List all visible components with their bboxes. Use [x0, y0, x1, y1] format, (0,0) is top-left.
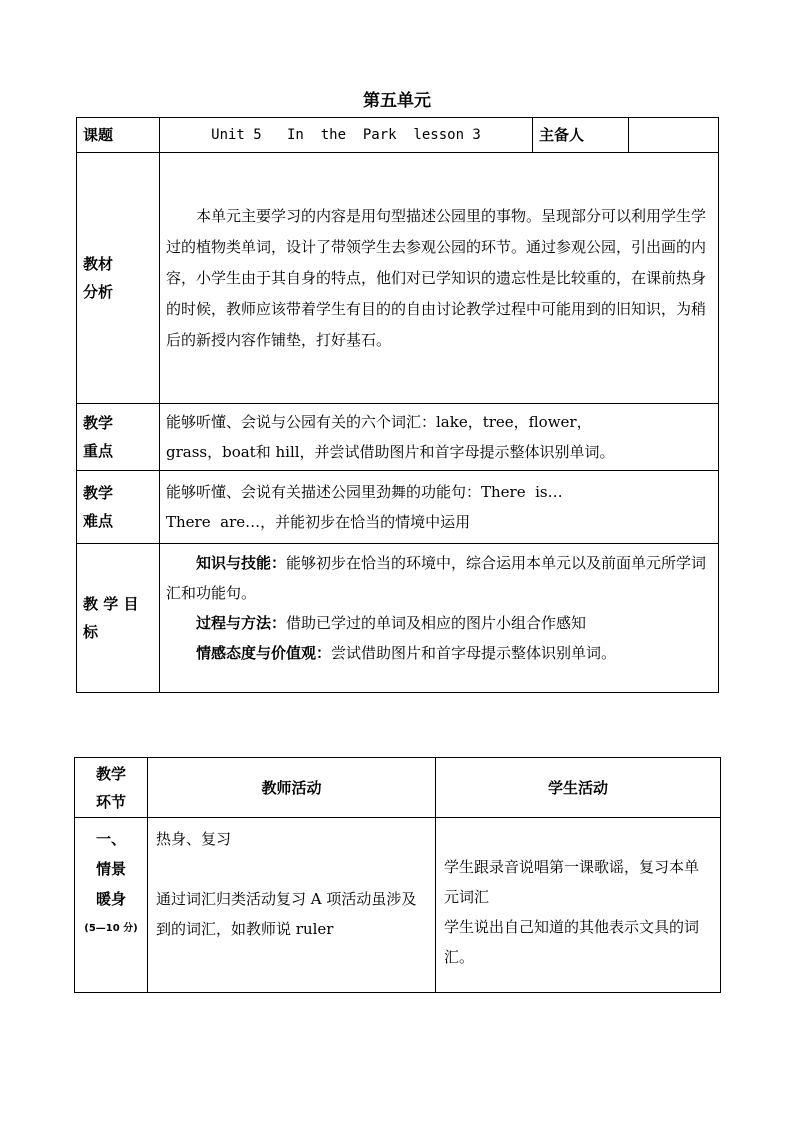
stage-line-2: 情景 — [95, 860, 126, 878]
goals-label-line-2: 标 — [83, 623, 99, 641]
key-line-1: 能够听懂、会说与公园有关的六个词汇：lake，tree，flower， — [166, 413, 592, 431]
analysis-text: 本单元主要学习的内容是用句型描述公园里的事物。呈现部分可以利用学生学过的植物类单词，设计了带领学生去参观公园的环节。通过参观公园，引出画的内容，小学生由于其自身的特点，他们对已学知识的遗忘性是比较重的，在课前热身的时候，教师应该带着学生有目的的自由讨论教学过程中可能用到的旧知识，为稍后的新授内容作铺垫，打好基石。 — [166, 206, 707, 349]
goals-row — [77, 544, 719, 693]
goal-knowledge-text: 能够初步在恰当的环境中，综合运用本单元以及前面单元所学词汇和功能句。 — [166, 554, 707, 602]
goals-label — [77, 544, 160, 693]
key-label-line-2: 重点 — [83, 442, 114, 460]
analysis-label-line-1: 教材 — [83, 255, 114, 273]
analysis-label — [77, 153, 160, 404]
preparer-value — [629, 118, 719, 153]
topic-row — [77, 118, 719, 153]
activities-table — [74, 757, 721, 993]
page-title: 第五单元 — [363, 91, 431, 111]
key-points-label — [77, 404, 160, 471]
student-activity-cell — [436, 818, 721, 993]
stage-line-3: 暖身 — [95, 890, 126, 908]
difficult-line-2: There are…，并能初步在恰当的情境中运用 — [166, 513, 471, 531]
stage-line-1: 一、 — [95, 830, 126, 848]
topic-label: 课题 — [77, 118, 160, 153]
goal-attitude-text: 尝试借助图片和首字母提示整体识别单词。 — [331, 644, 617, 662]
teacher-activity-cell — [148, 818, 436, 993]
student-activity-header: 学生活动 — [436, 758, 721, 818]
goal-knowledge-title: 知识与技能： — [196, 554, 287, 572]
difficult-line-1: 能够听懂、会说有关描述公园里劲舞的功能句：There is… — [166, 483, 563, 501]
difficult-label-line-1: 教学 — [83, 484, 114, 502]
difficult-label-line-2: 难点 — [83, 512, 114, 530]
preparer-label: 主备人 — [533, 118, 629, 153]
stage-time: (5—10 分) — [84, 923, 138, 934]
goal-process-title: 过程与方法： — [196, 614, 287, 632]
student-activity-line-2: 学生说出自己知道的其他表示文具的词汇。 — [444, 918, 700, 966]
goals-label-line-1: 教 学 目 — [83, 595, 139, 613]
activities-header-row — [75, 758, 721, 818]
goal-attitude-title: 情感态度与价值观： — [196, 644, 332, 662]
goal-process — [166, 608, 712, 638]
key-label-line-1: 教学 — [83, 414, 114, 432]
student-activity-line-1: 学生跟录音说唱第一课歌谣，复习本单元词汇 — [444, 858, 700, 906]
analysis-row — [77, 153, 719, 404]
goals-content — [160, 544, 719, 693]
analysis-content — [160, 153, 719, 404]
difficult-points-row — [77, 471, 719, 544]
goal-process-text: 借助已学过的单词及相应的图片小组合作感知 — [286, 614, 587, 632]
table-row — [75, 818, 721, 993]
key-points-row — [77, 404, 719, 471]
goal-attitude — [166, 638, 712, 668]
analysis-label-line-2: 分析 — [83, 283, 114, 301]
key-points-content — [160, 404, 719, 471]
teacher-activity-line-2: 通过词汇归类活动复习 A 项活动虽涉及到的词汇，如教师说 ruler — [156, 890, 417, 938]
difficult-points-label — [77, 471, 160, 544]
stage-cell — [75, 818, 148, 993]
key-line-2: grass，boat和 hill，并尝试借助图片和首字母提示整体识别单词。 — [166, 443, 615, 461]
stage-header — [75, 758, 148, 818]
stage-header-line-1: 教学 — [95, 764, 126, 783]
difficult-points-content — [160, 471, 719, 544]
teacher-activity-header: 教师活动 — [148, 758, 436, 818]
goal-knowledge — [166, 548, 712, 608]
stage-header-line-2: 环节 — [95, 792, 126, 811]
lesson-plan-table — [76, 117, 719, 693]
topic-value: Unit 5 In the Park lesson 3 — [160, 118, 533, 153]
teacher-activity-line-1: 热身、复习 — [156, 830, 232, 848]
